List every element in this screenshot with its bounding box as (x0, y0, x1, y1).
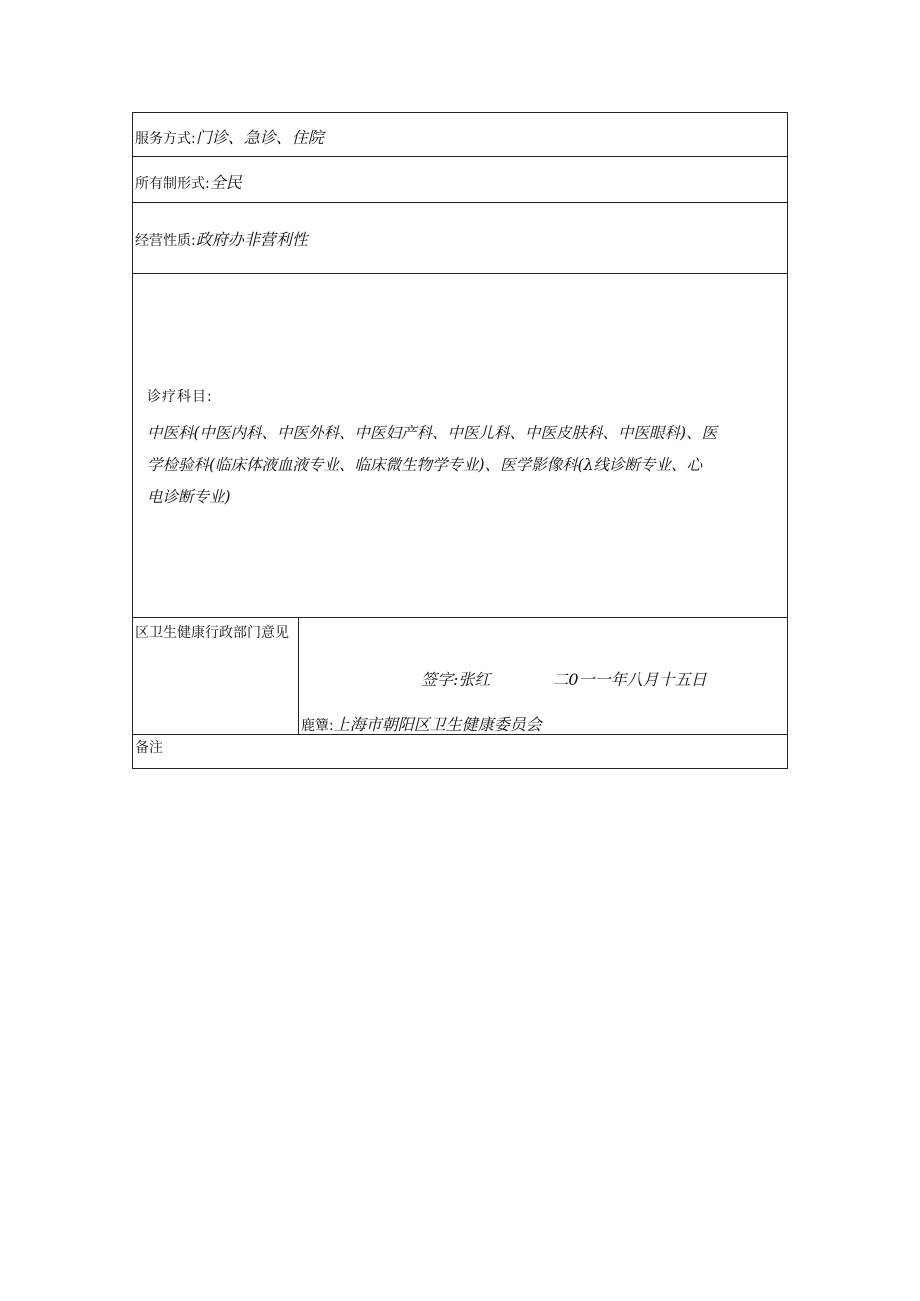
treatment-scope-line: 学检验科(临床体液血液专业、临床微生物学专业)、医学影像科(λ线诊断专业、心 (147, 456, 702, 474)
department-opinion-body (299, 618, 787, 734)
department-opinion-row (132, 618, 788, 735)
business-nature-row (132, 203, 788, 274)
approval-date: 二0一一年八月十五日 (552, 670, 707, 689)
department-opinion-label: 区卫生健康行政部门意见 (133, 618, 299, 734)
service-mode-row (132, 112, 788, 157)
treatment-scope-label: 诊疗科目: (147, 389, 213, 405)
seal-label: 鹿簟: (301, 718, 334, 734)
remarks-label: 备注 (135, 740, 163, 756)
signature: 签字:张红 (421, 670, 491, 689)
service-mode-value: 门诊、急诊、住院 (195, 128, 324, 147)
business-nature-label: 经营性质: (135, 233, 196, 249)
treatment-scope-text (147, 417, 787, 513)
treatment-scope-line: 电诊断专业) (147, 488, 231, 506)
treatment-scope-line: 中医科(中医内科、中医外科、中医妇产科、中医儿科、中医皮肤科、中医眼科)、医 (147, 424, 718, 442)
registration-form (132, 112, 788, 769)
treatment-scope-row (132, 274, 788, 618)
signature-line (421, 667, 707, 690)
remarks-row (132, 735, 788, 769)
ownership-row (132, 157, 788, 203)
ownership-value: 全民 (209, 173, 242, 192)
seal-value: 上海市朝阳区卫生健康委员会 (333, 715, 542, 734)
ownership-label: 所有制形式: (135, 176, 210, 192)
service-mode-field (135, 125, 324, 148)
business-nature-value: 政府办非营利性 (195, 230, 308, 249)
service-mode-label: 服务方式: (135, 131, 196, 147)
seal-line (301, 712, 542, 735)
business-nature-field (135, 227, 308, 250)
ownership-field (135, 170, 242, 193)
